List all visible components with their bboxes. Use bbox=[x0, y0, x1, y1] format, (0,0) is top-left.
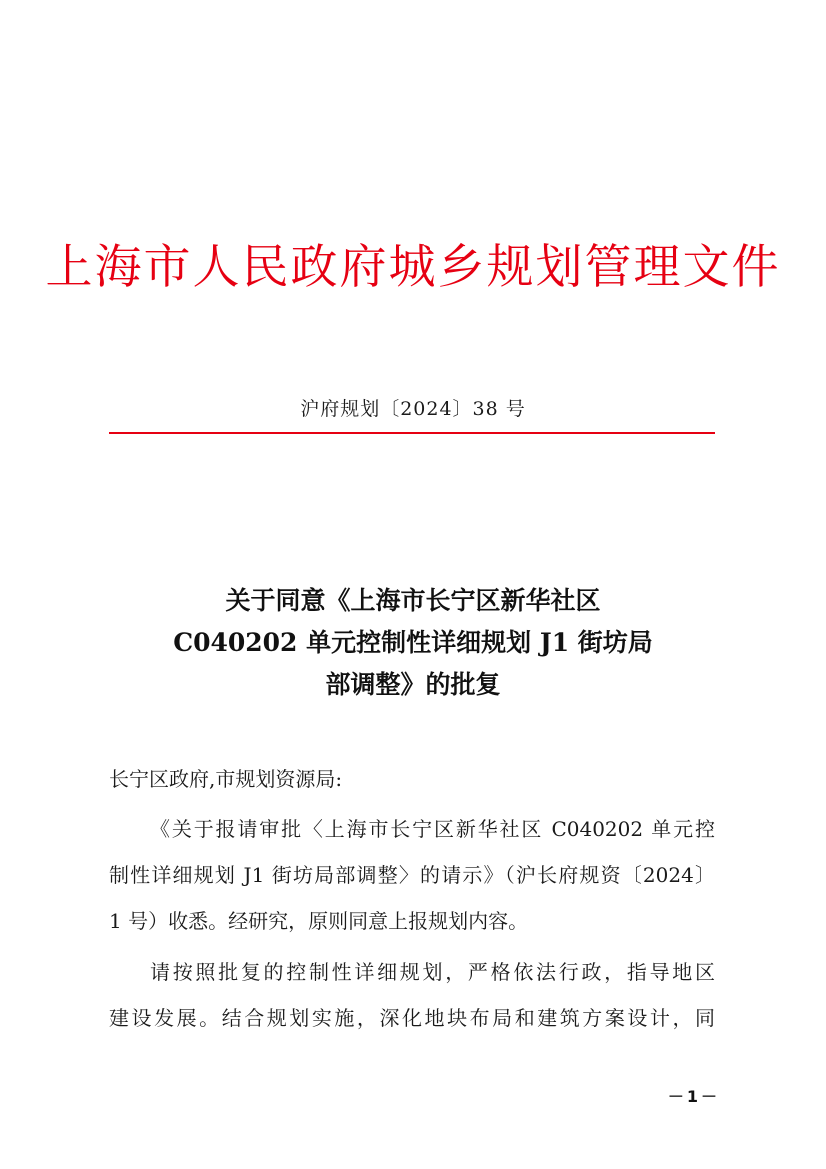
paragraph-2-line-2: 建设发展。结合规划实施，深化地块布局和建筑方案设计，同 bbox=[109, 1006, 715, 1030]
document-number: 沪府规划〔2024〕38 号 bbox=[300, 398, 526, 420]
paragraph-1-line-3: 1 号）收悉。经研究，原则同意上报规划内容。 bbox=[109, 909, 529, 933]
red-divider-rule bbox=[109, 432, 715, 434]
paragraph-1-line-1: 《关于报请审批〈上海市长宁区新华社区 C040202 单元控 bbox=[150, 817, 715, 841]
document-title-line-2: C040202 单元控制性详细规划 J1 街坊局 bbox=[173, 628, 653, 657]
document-title-line-1: 关于同意《上海市长宁区新华社区 bbox=[225, 586, 601, 615]
document-title-line-3: 部调整》的批复 bbox=[325, 670, 501, 699]
paragraph-2-line-1: 请按照批复的控制性详细规划，严格依法行政，指导地区 bbox=[150, 960, 715, 984]
salutation: 长宁区政府,市规划资源局: bbox=[109, 767, 343, 791]
document-masthead: 上海市人民政府城乡规划管理文件 bbox=[45, 240, 781, 295]
paragraph-1-line-2: 制性详细规划 J1 街坊局部调整〉的请示》（沪长府规资〔2024〕 bbox=[109, 863, 715, 887]
page-number: －1－ bbox=[667, 1087, 720, 1106]
